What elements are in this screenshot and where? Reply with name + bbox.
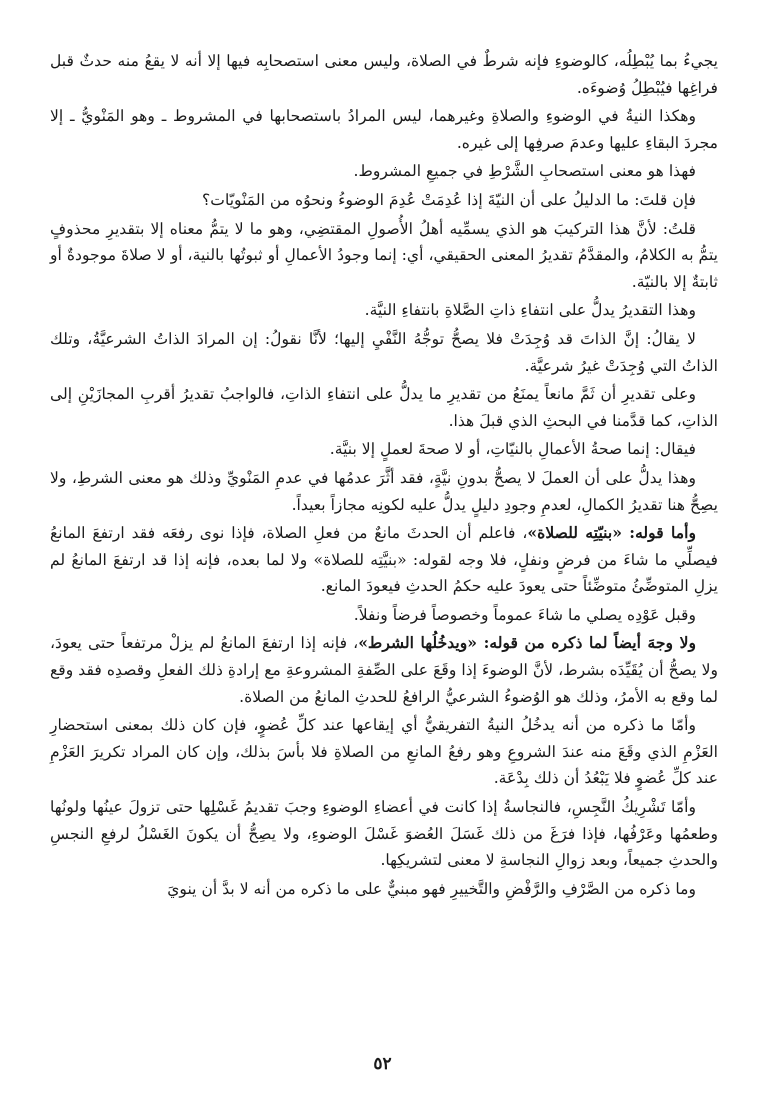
paragraph: وهكذا النيةُ في الوضوءِ والصلاةِ وغيرهما، ليس المرادُ باستصحابها في المشروط ـ وهو المَنْويُّ ـ إلا مجردَ البقاءِ عليها وعدمَ صرفِها إلى غيره. [50,107,718,152]
paragraph-body: ، فإنه إذا ارتفعَ المانعُ لم يزلْ مرتفعاً حتى يعودَ، ولا يصحُّ أن يُقَيِّدَه بشرط، لأنَّ الوضوءَ إذا وقَعَ على الصِّفةِ المشروعةِ مع إرادةِ ذلك الفعلِ وقصدِه فقد وقع لما وقع به الأمرُ، وذلك هو الوُضوءُ الشرعيُّ الرافعُ للحدثِ المانعُ من الصلاة. [50,634,718,706]
paragraph: يجيءُ بما يُبْطِلُه، كالوضوءِ فإنه شرطٌ في الصلاة، وليس معنى استصحابِه فيها إلا أنه لا يقعُ منه حدثٌ قبل فراغِها فيُبْطِلُ وُضوءَه. [50,52,718,97]
page-body [50,48,718,902]
paragraph: وعلى تقديرِ أن ثَمَّ مانعاً يمنَعُ من تقديرِ ما يدلُّ على انتفاءِ الذاتِ، فالواجبُ تقديرُ أقربِ المجازَيْنِ إلى الذاتِ، كما قدَّمنا في البحثِ الذي قبلَ هذا. [50,385,718,430]
paragraph: وأمّا ما ذكره من أنه يدخُلُ النيةُ التفريقيُّ أي إيقاعها عند كلِّ عُضوٍ، فإن كان ذلك بمعنى استحضارِ العَزْمِ الذي وقَعَ منه عندَ الشروعِ وهو رفعُ المانعِ من الصلاةِ فلا بأسَ بذلك، وإن كان المراد تكريرَ العَزْمِ عند كلِّ عُضوٍ فلا يَبْعُدُ أن ذلك بِدْعَة. [50,716,718,788]
paragraph: لا يقالُ: إنَّ الذاتَ قد وُجِدَتْ فلا يصحُّ توجُّهُ النَّفْيِ إليها؛ لأنَّا نقولُ: إن المرادَ الذاتُ الشرعيَّةُ، وتلك الذاتُ التي وُجِدَتْ غيرُ شرعيَّة. [50,329,718,375]
page-number: ٥٢ [373,1054,392,1074]
paragraph: وأمّا تَشْرِيكُ النَّجِسِ، فالنجاسةُ إذا كانت في أعضاءِ الوضوءِ وجبَ تقديمُ غَسْلِها حتى تزولَ عينُها ولونُها وطعمُها وعَرْفُها، فإذا فرَغَ من ذلك غَسَلَ العُضوَ غَسْلَ الوضوءِ، ولا يصِحُّ أن يكونَ الغَسْلُ لرفعِ النجسِ والحدثِ جميعاً، وبعد زوالِ النجاسةِ لا معنى لتشريكِها. [50,798,718,870]
paragraph [50,630,718,710]
paragraph: فهذا هو معنى استصحابِ الشَّرْطِ في جميعِ المشروط. [353,162,696,181]
paragraph: قلتُ: لأنَّ هذا التركيبَ هو الذي يسمِّيه أهلُ الأُصولِ المقتضِي، وهو ما لا يتمُّ معناه إلا بتقديرِ محذوفٍ يتمُّ به الكلامُ، والمقدَّمُ تقديرُ المعنى الحقيقي، أي: إنما وجودُ الأعمالِ أو ثبوتُها بالنية، أو لا صلاةَ موجودةٌ أو ثابتةٌ إلا بالنيّة. [50,219,718,291]
paragraph: وقبل عَوْدِه يصلي ما شاءَ عموماً وخصوصاً فرضاً ونفلاً. [353,605,696,624]
paragraph [50,520,718,600]
paragraph: فإن قلتَ: ما الدليلُ على أن النيّةَ إذا عُدِمَتْ عُدِمَ الوضوءُ ونحوُه من المَنْويّات؟ [202,190,696,209]
paragraph: فيقال: إنما صحةُ الأعمالِ بالنيّاتِ، أو لا صحةَ لعملٍ إلا بنيَّة. [329,440,696,459]
paragraph-lead: ولا وجهَ أيضاً لما ذكره من قوله: «ويدخُلُها الشرط» [358,633,697,653]
paragraph-body: ، فاعلم أن الحدثَ مانعٌ من فعلِ الصلاة، فإذا نوى رفعَه فقد ارتفعَ المانعُ فيصلِّي ما شاءَ من فرضٍ ونفلٍ، فلا وجه لقوله: «بنيَّتِه للصلاة» ولا لما بعده، فإنه إذا قد ارتفعَ المانعُ لم يزلِ المتوضِّئُ متوضِّئاً حتى يعودَ عليه حكمُ الحدثِ فيعودَ المانع. [50,524,718,596]
paragraph-lead: وأما قوله: «بنيّتِه للصلاة» [527,523,696,543]
paragraph: وهذا التقديرُ يدلُّ على انتفاءِ ذاتِ الصَّلاةِ بانتفاءِ النيَّة. [364,301,696,320]
paragraph: وهذا يدلُّ على أن العملَ لا يصحُّ بدونِ نيَّةٍ، فقد أثَّرَ عدمُها في عدمِ المَنْويِّ وذلك هو معنى الشرطِ، ولا يصِحُّ هنا تقديرُ الكمالِ، لعدمِ وجودِ دليلٍ يدلُّ عليه لكونِه مجازاً بعيداً. [50,468,718,514]
paragraph: وما ذكره من الصَّرْفِ والرَّفْضِ والتَّخييرِ فهو مبنيٌّ على ما ذكره من أنه لا بدَّ أن ينويَ [167,879,696,898]
